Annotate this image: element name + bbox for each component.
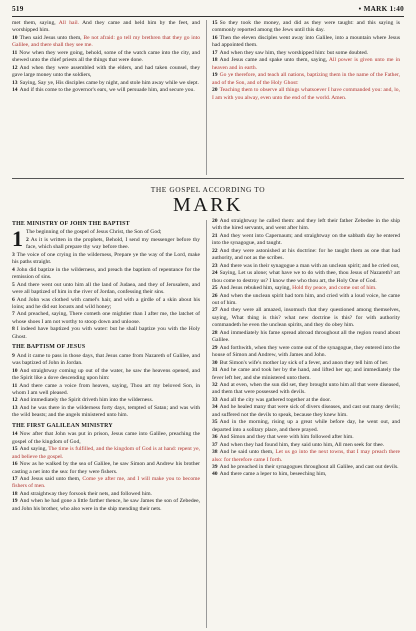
verse-text: And Jesus rebuked him, saying,	[219, 285, 293, 292]
verse-number: 33	[212, 396, 218, 403]
verse-text: And he said unto them,	[219, 449, 276, 456]
verse	[212, 72, 400, 87]
verse	[212, 434, 400, 441]
verse-number: 13	[12, 79, 18, 86]
verse-number: 10	[12, 34, 18, 41]
verse-number: 15	[12, 446, 18, 453]
verse-text: And Jesus said unto them,	[19, 475, 83, 482]
verse	[212, 345, 400, 360]
verse	[12, 311, 200, 326]
verse-text: And there came a voice from heaven, saying, Thou art my beloved Son, in whom I am well pleased.	[12, 382, 200, 396]
book-subtitle: THE GOSPEL ACCORDING TO	[150, 185, 266, 194]
verse	[12, 35, 200, 50]
verse-text: And preached, saying, There cometh one mightier than I after me, the latchet of whose shoes I am not worthy to stoop down and unloose.	[12, 311, 200, 325]
verse	[212, 330, 400, 345]
verse	[212, 87, 400, 102]
verse	[12, 267, 200, 282]
verse	[212, 35, 400, 50]
verse-text: And immediately his fame spread abroad throughout all the region round about Galilee.	[212, 329, 400, 344]
verse-words-of-christ: The time is fulfilled, and the kingdom of God is at hand: repent ye, and believe the gospel.	[12, 446, 200, 460]
verse-number: 37	[212, 441, 218, 448]
verse-number: 28	[212, 329, 218, 336]
verse-text: And they went into Capernaum; and straightway on the sabbath day he entered into the synagogue, and taught.	[212, 232, 400, 247]
verse-text: Now after that John was put in prison, Jesus came into Galilee, preaching the gospel of the kingdom of God,	[12, 431, 200, 445]
book-title: MARK	[172, 194, 243, 216]
verse	[12, 461, 200, 476]
verse-text: And there was in their synagogue a man with an unclean spirit; and he cried out,	[219, 262, 400, 269]
verse	[212, 360, 400, 367]
verse-number: 24	[212, 270, 218, 277]
verse	[212, 270, 400, 285]
verse	[12, 368, 200, 383]
verse-words-of-christ: Let us go into the next towns, that I may preach there also: for therefore came I forth.	[212, 449, 400, 463]
verse-text: And saying,	[19, 446, 49, 453]
verse-number: 31	[212, 367, 218, 374]
verse-number: 12	[12, 64, 18, 71]
verse	[12, 282, 200, 297]
verse-number: 19	[12, 498, 18, 505]
verse-number: 40	[212, 471, 218, 478]
verse-text: And straightway coming up out of the water, he saw the heavens opened, and the Spirit like a dove descending upon him:	[12, 367, 200, 382]
verse-number: 18	[212, 57, 218, 64]
section-heading: THE FIRST GALILEAN MINISTRY	[12, 422, 113, 429]
verse	[12, 353, 200, 368]
verse	[212, 50, 400, 57]
verse	[212, 382, 400, 397]
verse-number: 26	[212, 292, 218, 299]
verse-text: And when he had gone a little farther thence, he saw James the son of Zebedee, and John his brother, who also were in the ship mending their nets.	[12, 498, 200, 512]
verse-words-of-christ: Hold thy peace, and come out of him.	[292, 285, 377, 292]
verse-number: 21	[212, 232, 218, 239]
section-heading: THE MINISTRY OF JOHN THE BAPTIST	[12, 221, 130, 227]
right-column-top	[212, 20, 400, 102]
verse-text: And when they saw him, they worshipped him: but some doubted.	[219, 49, 369, 56]
verse-number: 16	[12, 461, 18, 468]
section-heading: THE BAPTISM OF JESUS	[12, 344, 86, 351]
verse-number: 22	[212, 247, 218, 254]
verse-text: John did baptize in the wilderness, and preach the baptism of repentance for the remission of sins.	[12, 266, 200, 281]
verse-text: Then the eleven disciples went away into Galilee, into a mountain where Jesus had appointed them.	[212, 34, 400, 49]
verse	[212, 293, 400, 308]
verse-number: 20	[212, 218, 218, 224]
verse-text: But Simon's wife's mother lay sick of a fever, and anon they tell him of her.	[219, 359, 389, 366]
verse	[12, 87, 200, 94]
verse-text: And it came to pass in those days, that Jesus came from Nazareth of Galilee, and was baptized of John in Jordan.	[12, 352, 200, 367]
verse-number: 14	[12, 431, 18, 438]
verse-text: Now as he walked by the sea of Galilee, he saw Simon and Andrew his brother casting a net into the sea: for they were fishers.	[12, 461, 200, 475]
verse	[212, 471, 400, 478]
verse-text: And there came a leper to him, beseeching him,	[219, 471, 327, 478]
verse-text: And straightway he called them: and they left their father Zebedee in the ship with the hired servants, and went after him.	[212, 218, 400, 232]
verse-number: 8	[12, 326, 15, 333]
verse-text: And there went out unto him all the land of Judaea, and they of Jerusalem, and were all baptized of him in the river of Jordan, confessing their sins.	[12, 281, 200, 296]
verse-number: 12	[12, 397, 18, 404]
verse	[12, 446, 200, 461]
verse	[212, 57, 400, 72]
verse-number: 18	[12, 490, 18, 497]
verse-number: 16	[212, 34, 218, 41]
verse-text: Then said Jesus unto them,	[19, 34, 84, 41]
verse	[212, 449, 400, 464]
verse-number: 39	[212, 463, 218, 470]
verse-number: 35	[212, 419, 218, 426]
verse-number: 15	[212, 20, 218, 26]
verse	[212, 307, 400, 329]
verse-number: 2	[26, 236, 29, 243]
verse-number: 9	[12, 352, 15, 359]
verse-text: And when the unclean spirit had torn him, and cried with a loud voice, he came out of him.	[212, 292, 400, 306]
verse-number: 32	[212, 381, 218, 388]
verse-words-of-christ: Teaching them to observe all things whatsoever I have commanded you: and, lo, I am with you alway, even unto the end of the world. Amen.	[212, 87, 400, 101]
running-reference: • MARK 1:40	[358, 5, 404, 13]
verse-number: 27	[212, 307, 218, 314]
verse-number: 30	[212, 359, 218, 366]
verse-text: And if this come to the governor's ears, we will persuade him, and secure you.	[19, 87, 195, 94]
verse-text: And Simon and they that were with him followed after him.	[219, 434, 354, 441]
verse-text: And he was there in the wilderness forty days, tempted of Satan; and was with the wild beasts; and the angels ministered unto him.	[12, 404, 200, 419]
verse-text: Saying, Say ye, His disciples came by night, and stole him away while we slept.	[19, 79, 199, 86]
verse	[212, 233, 400, 248]
verse-text: And when they had found him, they said unto him, All men seek for thee.	[219, 441, 385, 448]
verse-text: met them, saying,	[12, 20, 59, 26]
verse	[12, 397, 200, 404]
verse	[212, 464, 400, 471]
verse-text: And he preached in their synagogues throughout all Galilee, and cast out devils.	[219, 463, 399, 470]
book-title-block	[12, 178, 404, 217]
verse	[12, 50, 200, 65]
verse-number: 11	[12, 382, 18, 389]
verse	[12, 252, 200, 267]
verse-words-of-christ: Go ye therefore, and teach all nations, baptizing them in the name of the Father, and of the Son, and of the Holy Ghost:	[212, 72, 400, 86]
verse-text: I indeed have baptized you with water: but he shall baptize you with the Holy Ghost.	[12, 326, 200, 340]
mark-chapter-1	[12, 218, 404, 628]
verse-number: 4	[12, 266, 15, 273]
verse-text: And John was clothed with camel's hair, and with a girdle of a skin about his loins; and he did eat locusts and wild honey;	[12, 296, 200, 310]
verse-number: 38	[212, 449, 218, 456]
verse-text: And Jesus came and spake unto them, saying,	[219, 57, 329, 64]
verse-number: 14	[12, 87, 18, 94]
verse-text: So they took the money, and did as they were taught: and this saying is commonly reported among the Jews until this day.	[212, 20, 400, 34]
verse-number: 11	[12, 49, 18, 56]
matthew-ending	[12, 20, 404, 175]
verse-text: Now when they were going, behold, some of the watch came into the city, and shewed unto the chief priests all the things that were done.	[12, 49, 200, 64]
verse-number: 34	[212, 404, 218, 411]
verse-number: 29	[212, 344, 218, 351]
verse-text: The voice of one crying in the wilderness, Prepare ye the way of the Lord, make his paths straight.	[12, 251, 200, 266]
verse	[212, 367, 400, 382]
verse	[12, 237, 200, 252]
verse-text: And they came and held him by the feet, and worshipped him.	[12, 20, 200, 34]
verse-words-of-christ: Be not afraid: go tell my brethren that they go into Galilee, and there shall they see me.	[12, 34, 200, 49]
right-column-bottom	[212, 218, 400, 479]
verse-number: 17	[12, 475, 18, 482]
verse-words-of-christ: All hail.	[58, 20, 80, 26]
verse	[12, 297, 200, 312]
running-header	[12, 5, 404, 17]
verse-text: Saying, Let us alone; what have we to do with thee, thou Jesus of Nazareth? art thou come to destroy us? I know thee who thou art, the Holy One of God.	[212, 270, 400, 284]
verse	[212, 218, 400, 233]
verse	[12, 431, 200, 446]
column-divider	[206, 220, 207, 628]
verse	[12, 20, 200, 35]
verse-number: 7	[12, 311, 15, 318]
page-number: 519	[12, 5, 24, 13]
verse-text: And all the city was gathered together at the door.	[219, 396, 332, 403]
verse-words-of-christ: Come ye after me, and I will make you to become fishers of men.	[12, 475, 200, 490]
verse-number: 10	[12, 367, 18, 374]
verse-text: And he came and took her by the hand, and lifted her up; and immediately the fever left her, and she ministered unto them.	[212, 367, 400, 381]
verse-number: 5	[12, 281, 15, 288]
verse-number-dropcap: 1	[12, 226, 23, 252]
column-divider	[206, 20, 207, 175]
verse-number: 36	[212, 434, 218, 441]
verse-number: 20	[212, 87, 218, 94]
verse-words-of-christ: All power is given unto me in heaven and in earth.	[212, 57, 401, 71]
verse	[212, 248, 400, 263]
verse	[212, 20, 400, 35]
verse-text: And when they were assembled with the elders, and had taken counsel, they gave large money unto the soldiers,	[12, 64, 200, 79]
verse	[12, 498, 200, 513]
verse-number: 17	[212, 49, 218, 56]
verse-text: And at even, when the sun did set, they brought unto him all that were diseased, and them that were possessed with devils.	[212, 381, 400, 396]
verse-number: 6	[12, 296, 15, 303]
left-column-bottom	[12, 218, 200, 513]
verse-number: 23	[212, 262, 218, 269]
running-reference-text: MARK 1:40	[363, 5, 404, 13]
verse-text: And straightway they forsook their nets, and followed him.	[19, 490, 152, 497]
verse	[12, 80, 200, 87]
header-rule	[12, 16, 404, 17]
verse-number: 25	[212, 285, 218, 292]
left-column-top	[12, 20, 200, 95]
verse	[12, 405, 200, 420]
verse-text: And he healed many that were sick of divers diseases, and cast out many devils; and suffered not the devils to speak, because they knew him.	[212, 404, 400, 418]
verse	[212, 404, 400, 419]
verse-text: As it is written in the prophets, Behold, I send my messenger before thy face, which shall prepare thy way before thee.	[26, 236, 200, 251]
verse-number: 19	[212, 72, 218, 79]
verse	[212, 419, 400, 434]
verse	[12, 476, 200, 491]
verse	[212, 442, 400, 449]
verse	[12, 326, 200, 341]
verse-text: The beginning of the gospel of Jesus Christ, the Son of God;	[26, 229, 162, 236]
verse-number: 13	[12, 404, 18, 411]
verse-number: 3	[12, 251, 15, 258]
verse	[212, 285, 400, 292]
verse-text: And forthwith, when they were come out of the synagogue, they entered into the house of Simon and Andrew, with James and John.	[212, 344, 400, 359]
verse-text: And in the morning, rising up a great while before day, he went out, and departed into a solitary place, and there prayed.	[212, 419, 400, 433]
verse	[12, 383, 200, 398]
verse-text: And they were astonished at his doctrine: for he taught them as one that had authority, and not as the scribes.	[212, 247, 400, 262]
verse	[12, 65, 200, 80]
verse-text: And immediately the Spirit driveth him into the wilderness.	[19, 397, 154, 404]
verse-text: And they were all amazed, insomuch that they questioned among themselves, saying, What thing is this? what new doctrine is this? for with authority commandeth he even the unclean spirits, and they do obey him.	[212, 307, 400, 329]
